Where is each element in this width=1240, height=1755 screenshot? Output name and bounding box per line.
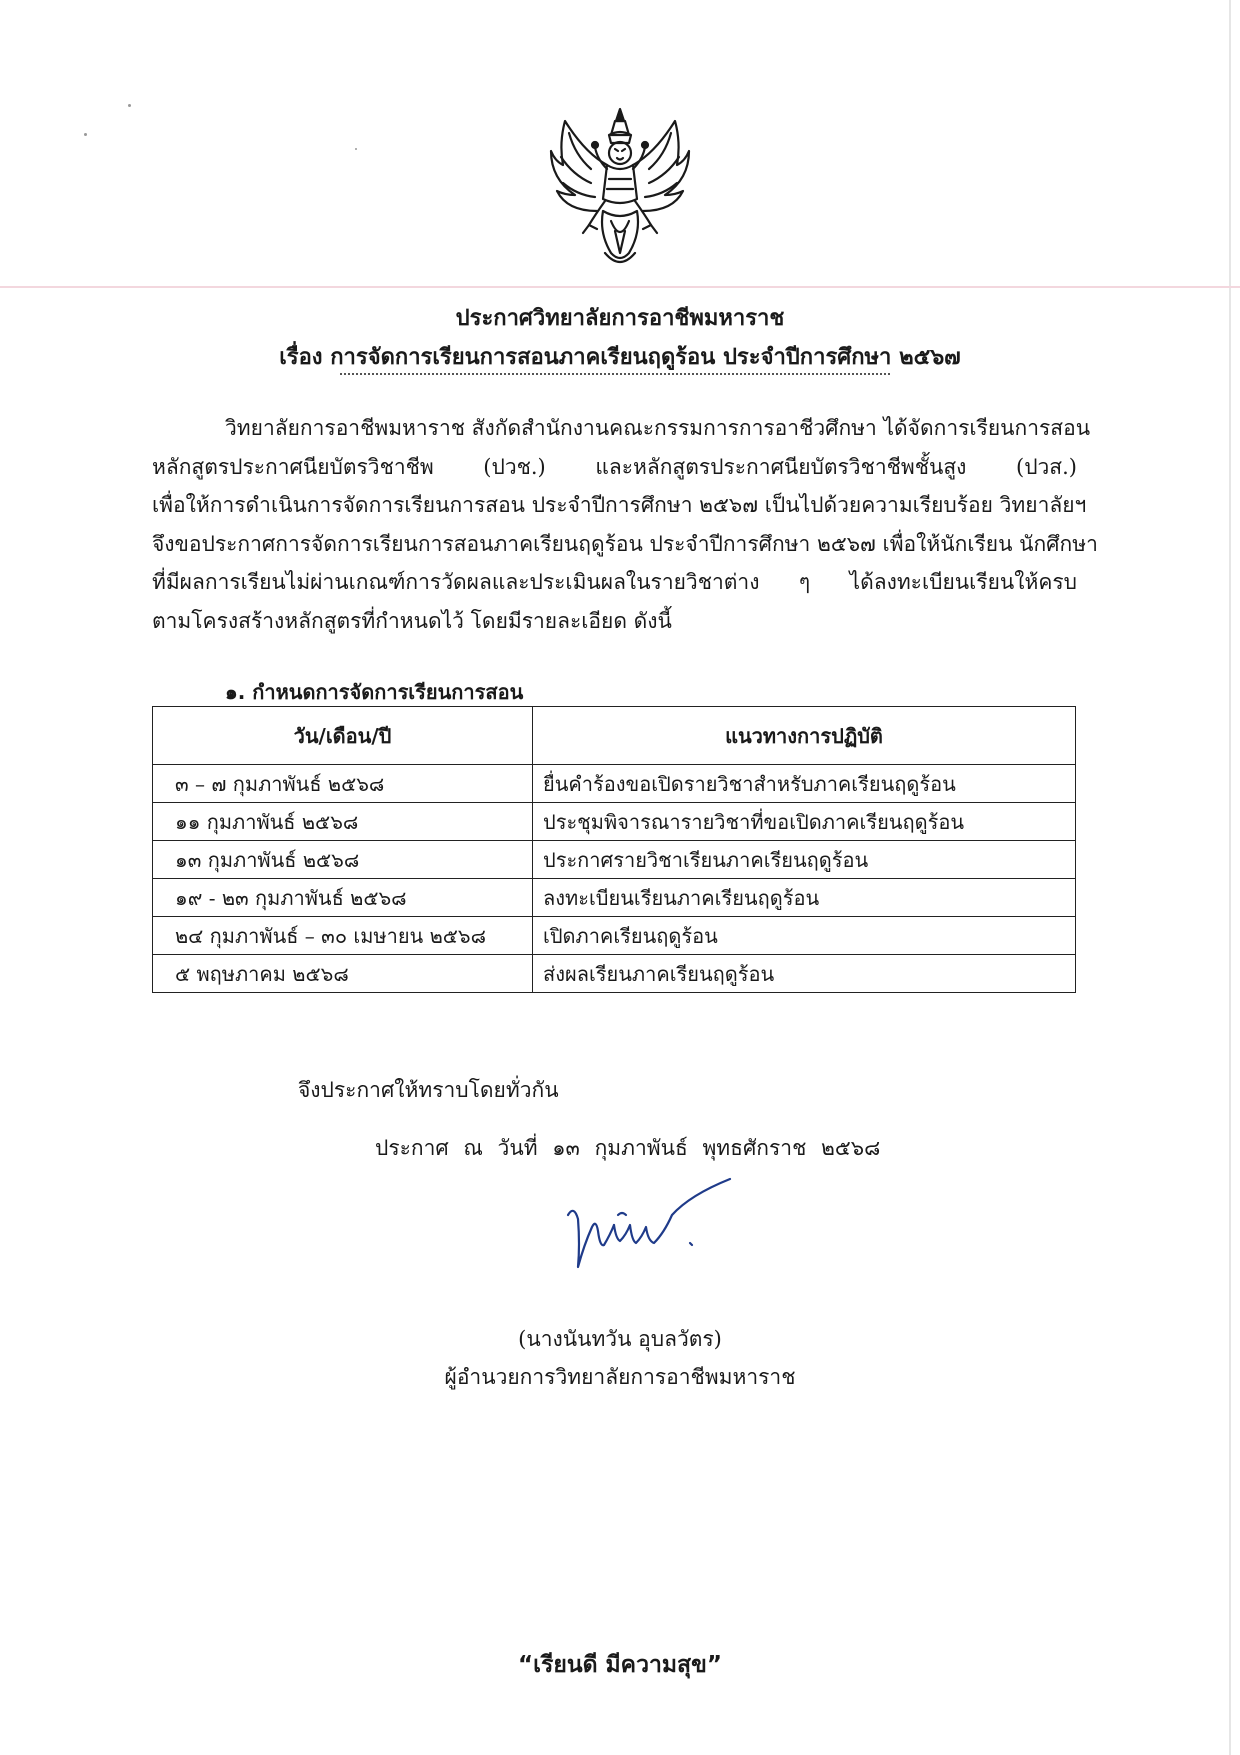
- schedule-action: ยื่นคำร้องขอเปิดรายวิชาสำหรับภาคเรียนฤดูร้อน: [533, 765, 1076, 803]
- schedule-date: ๓ – ๗ กุมภาพันธ์ ๒๕๖๘: [153, 765, 533, 803]
- fold-line: [0, 286, 1240, 288]
- body-paragraph-line: หลักสูตรประกาศนียบัตรวิชาชีพ (ปวช.) และหลักสูตรประกาศนียบัตรวิชาชีพชั้นสูง (ปวส.): [152, 455, 1077, 479]
- closing-statement: จึงประกาศให้ทราบโดยทั่วกัน: [298, 1078, 559, 1102]
- schedule-action: ส่งผลเรียนภาคเรียนฤดูร้อน: [533, 955, 1076, 993]
- schedule-date: ๑๑ กุมภาพันธ์ ๒๕๖๘: [153, 803, 533, 841]
- schedule-action: เปิดภาคเรียนฤดูร้อน: [533, 917, 1076, 955]
- schedule-date: ๒๔ กุมภาพันธ์ – ๓๐ เมษายน ๒๕๖๘: [153, 917, 533, 955]
- column-header-action: แนวทางการปฏิบัติ: [533, 707, 1076, 765]
- table-row: [153, 803, 1076, 841]
- table-row: [153, 917, 1076, 955]
- table-row: [153, 955, 1076, 993]
- signer-title: ผู้อำนวยการวิทยาลัยการอาชีพมหาราช: [444, 1365, 796, 1389]
- body-paragraph-line: ที่มีผลการเรียนไม่ผ่านเกณฑ์การวัดผลและประเมินผลในรายวิชาต่าง ๆ ได้ลงทะเบียนเรียนให้ครบ: [152, 570, 1077, 594]
- body-paragraph-line: จึงขอประกาศการจัดการเรียนการสอนภาคเรียนฤดูร้อน ประจำปีการศึกษา ๒๕๖๗ เพื่อให้นักเรียน นักศึกษา: [152, 532, 1098, 556]
- scan-speck: [84, 133, 87, 136]
- table-row: [153, 765, 1076, 803]
- schedule-date: ๑๙ - ๒๓ กุมภาพันธ์ ๒๕๖๘: [153, 879, 533, 917]
- schedule-action: ประชุมพิจารณารายวิชาที่ขอเปิดภาคเรียนฤดูร้อน: [533, 803, 1076, 841]
- college-motto: “เรียนดี มีความสุข”: [518, 1652, 722, 1678]
- body-paragraph-line: ตามโครงสร้างหลักสูตรที่กำหนดไว้ โดยมีรายละเอียด ดังนี้: [152, 609, 672, 633]
- table-header-row: [153, 707, 1076, 765]
- schedule-date: ๑๓ กุมภาพันธ์ ๒๕๖๘: [153, 841, 533, 879]
- signer-name: (นางนันทวัน อุบลวัตร): [518, 1327, 722, 1351]
- scan-speck: [355, 148, 357, 150]
- announcement-subject: เรื่อง การจัดการเรียนการสอนภาคเรียนฤดูร้อน ประจำปีการศึกษา ๒๕๖๗: [279, 345, 961, 370]
- column-header-date: วัน/เดือน/ปี: [153, 707, 533, 765]
- schedule-date: ๕ พฤษภาคม ๒๕๖๘: [153, 955, 533, 993]
- dotted-divider: [340, 373, 890, 375]
- table-row: [153, 879, 1076, 917]
- schedule-action: ลงทะเบียนเรียนภาคเรียนฤดูร้อน: [533, 879, 1076, 917]
- schedule-action: ประกาศรายวิชาเรียนภาคเรียนฤดูร้อน: [533, 841, 1076, 879]
- schedule-table: [152, 706, 1076, 993]
- table-row: [153, 841, 1076, 879]
- section-heading: ๑. กำหนดการจัดการเรียนการสอน: [225, 680, 524, 704]
- body-paragraph-line: เพื่อให้การดำเนินการจัดการเรียนการสอน ประจำปีการศึกษา ๒๕๖๗ เป็นไปด้วยความเรียบร้อย วิทยาลัยฯ: [152, 493, 1087, 517]
- announcement-title: ประกาศวิทยาลัยการอาชีพมหาราช: [455, 306, 785, 331]
- garuda-emblem-icon: [545, 103, 695, 273]
- announcement-date: ประกาศ ณ วันที่ ๑๓ กุมภาพันธ์ พุทธศักราช ๒๕๖๘: [375, 1136, 881, 1160]
- page-edge: [1229, 0, 1231, 1755]
- body-paragraph-line: วิทยาลัยการอาชีพมหาราช สังกัดสำนักงานคณะกรรมการการอาชีวศึกษา ได้จัดการเรียนการสอน: [225, 416, 1091, 440]
- scan-speck: [128, 104, 131, 107]
- handwritten-signature: [560, 1175, 740, 1285]
